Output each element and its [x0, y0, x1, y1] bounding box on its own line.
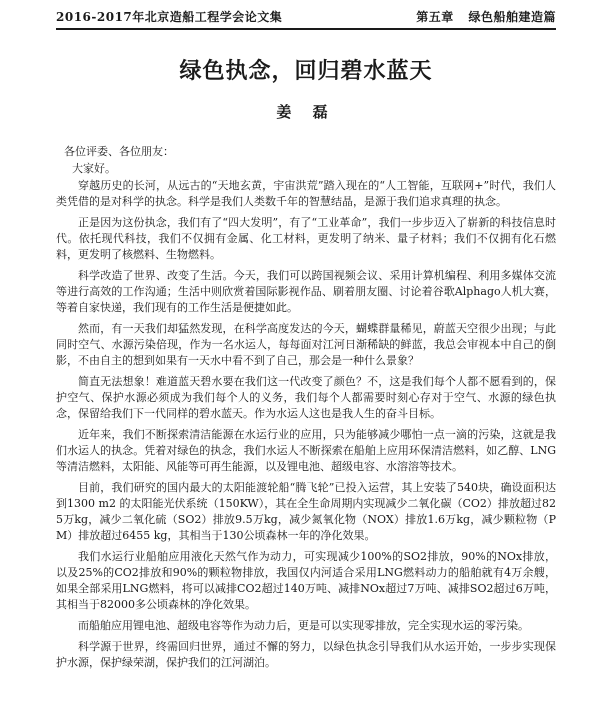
body-paragraph: 目前，我们研究的国内最大的太阳能渡轮船“腾飞轮”已投入运营，其上安装了540块，确设面积达到1300 m2 的太阳能光伏系统（150KW），其在全生命周期内实现减少二氧化碳（CO2）排放超过825万kg，减少二氧化硫（SO2）排放9.5万kg，减少氮氧化物（NOX）排放1.6万kg，减少颗粒物（PM）排放超过6455 kg，其相当于130公顷森林一年的净化效果。	[56, 481, 556, 542]
article-title: 绿色执念，回归碧水蓝天	[179, 58, 433, 84]
body-paragraph: 我们水运行业船舶应用液化天然气作为动力，可实现减少100%的SO2排放，90%的NOx排放，以及25%的CO2排放和90%的颗粒物排放，我国仅内河适合采用LNG燃料动力的船舶就有4万余艘，如果全部采用LNG燃料，将可以减排CO2超过140万吨、减排NOx超过7万吨、减排SO2超过6万吨，其相当于82000多公顷森林的净化效果。	[56, 550, 556, 611]
article-author: 姜 磊	[276, 103, 336, 121]
header-section: 绿色船舶建造篇	[468, 10, 556, 24]
header-chapter-info	[406, 8, 556, 25]
running-header	[56, 0, 556, 30]
body-paragraph: 近年来，我们不断探索清洁能源在水运行业的应用，只为能够减少哪怕一点一滴的污染，这就是我们水运人的执念。凭着对绿色的执念，我们水运人不断探索在船舶上应用环保清洁燃料，如乙醇、LNG等清洁燃料，太阳能、风能等可再生能源，以及锂电池、超级电容、水溶溶等技术。	[56, 428, 556, 473]
header-chapter: 第五章	[416, 10, 454, 24]
body-paragraph: 而船舶应用锂电池、超级电容等作为动力后，更是可以实现零排放，完全实现水运的零污染。	[78, 619, 529, 632]
article-body	[56, 178, 556, 671]
header-collection-title: 2016-2017年北京造船工程学会论文集	[56, 10, 283, 24]
body-paragraph: 科学改造了世界、改变了生活。今天，我们可以跨国视频会议、采用计算机编程、利用多媒体交流等进行高效的工作沟通；生活中则欣赏着国际影视作品、刷着朋友圈、讨论着谷歌Alphago人机大赛，等着自家快递，我们现有的工作生活是便捷如此。	[56, 269, 556, 314]
body-paragraph: 简直无法想象！难道蓝天碧水要在我们这一代改变了颜色？不，这是我们每个人都不愿看到的，保护空气、保护水源必须成为我们每个人的义务，我们每个人都需要时刻心存对于空气、水源的绿色执念，保留给我们下一代同样的碧水蓝天。作为水运人这也是我人生的奋斗目标。	[56, 375, 556, 420]
body-paragraph: 穿越历史的长河，从远古的“天地玄黄，宇宙洪荒”踏入现在的“人工智能，互联网+”时代，我们人类凭借的是对科学的执念。科学是我们人类数千年的智慧结晶，是源于我们追求真理的执念。	[56, 179, 556, 208]
greeting: 大家好。	[72, 162, 116, 175]
body-paragraph: 科学源于世界，终需回归世界，通过不懈的努力，以绿色执念引导我们从水运开始，一步步实现保护水源，保护绿荣湖，保护我们的江河湖泊。	[56, 640, 556, 669]
body-paragraph: 然而，有一天我们却猛然发现，在科学高度发达的今天，蝴蝶群量稀见，蔚蓝天空很少出现；与此同时空气、水源污染倍现，作为一名水运人，每每面对江河日渐稀缺的鲜蓝，我总会审视本中自己的倒影，不由自主的想到如果有一天水中看不到了自己，那会是一种什么景象？	[56, 322, 556, 367]
body-paragraph: 正是因为这份执念，我们有了“四大发明”，有了“工业革命”，我们一步步迈入了崭新的科技信息时代。依托现代科技，我们不仅拥有金属、化工材料，更发明了纳米、量子材料；我们不仅拥有化石燃料，更发明了核燃料、生物燃料。	[56, 216, 556, 261]
salutation: 各位评委、各位朋友：	[64, 145, 174, 158]
